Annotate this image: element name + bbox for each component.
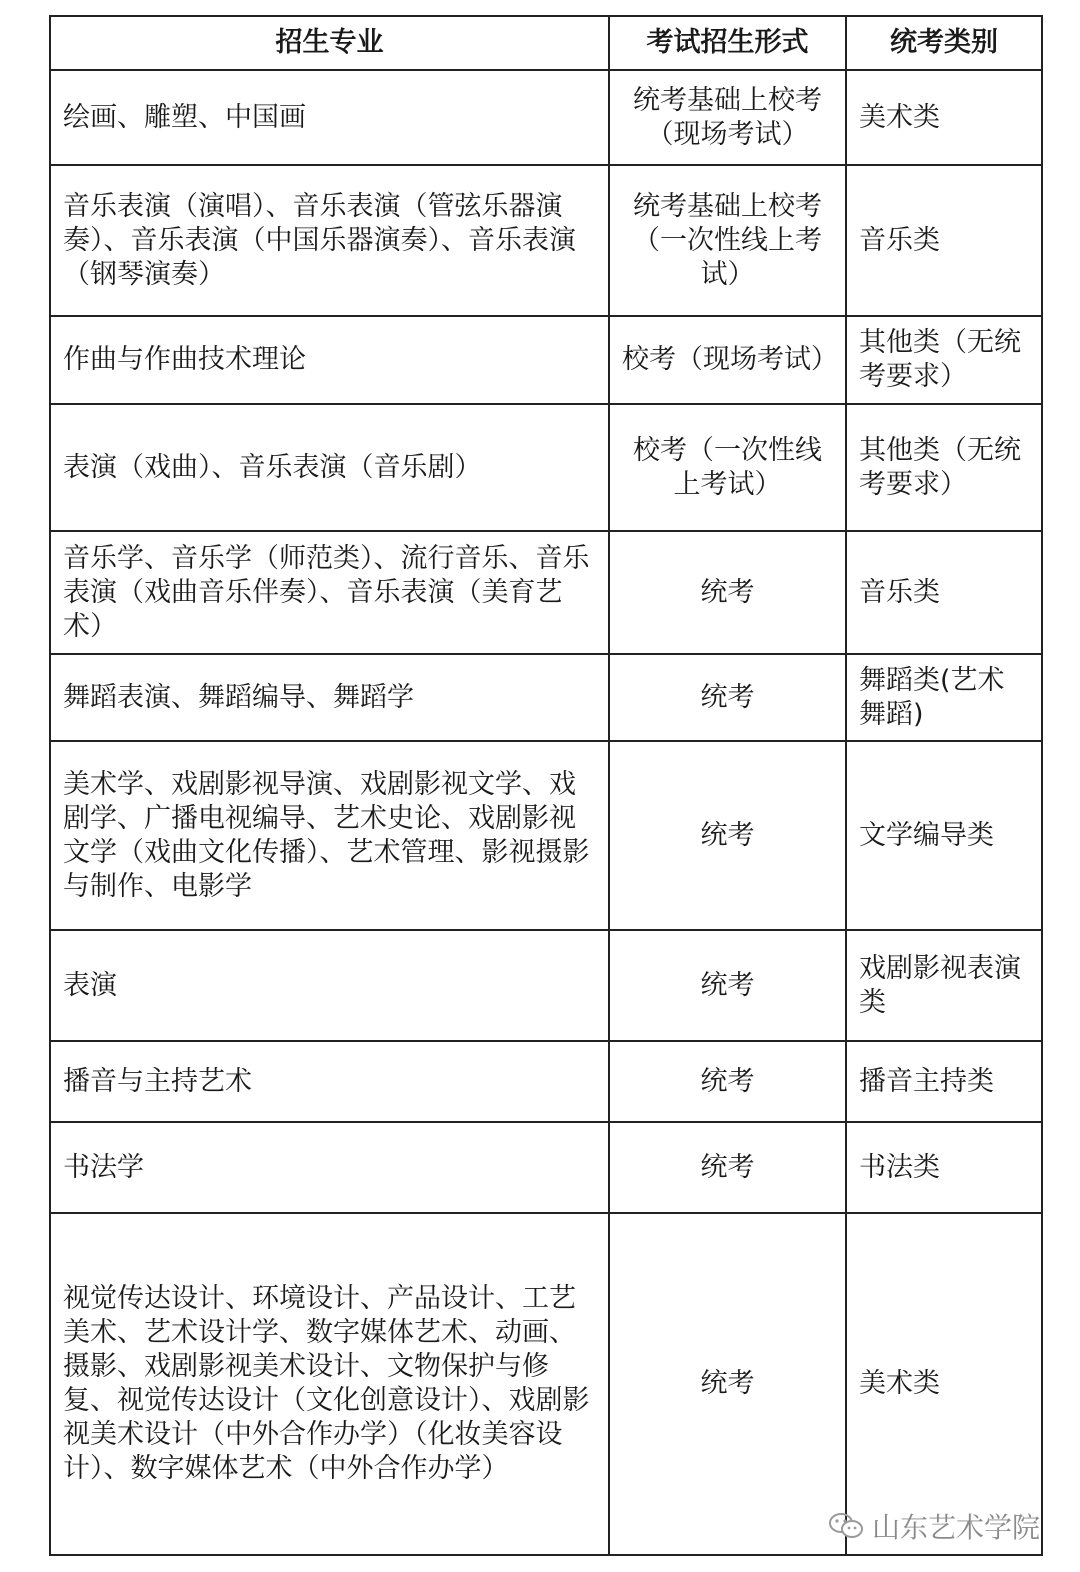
header-category: 统考类别 — [846, 16, 1042, 70]
cell-category: 书法类 — [846, 1122, 1042, 1213]
cell-exam-form: 统考基础上校考（一次性线上考试） — [609, 165, 846, 316]
table-header — [50, 16, 1042, 70]
cell-major: 播音与主持艺术 — [50, 1041, 609, 1122]
cell-category: 音乐类 — [846, 165, 1042, 316]
table-row — [50, 741, 1042, 930]
cell-exam-form: 统考 — [609, 741, 846, 930]
cell-exam-form: 校考（一次性线上考试） — [609, 404, 846, 531]
cell-category: 其他类（无统考要求） — [846, 316, 1042, 404]
cell-category: 播音主持类 — [846, 1041, 1042, 1122]
table-row — [50, 531, 1042, 654]
cell-major: 舞蹈表演、舞蹈编导、舞蹈学 — [50, 654, 609, 741]
cell-major: 绘画、雕塑、中国画 — [50, 70, 609, 165]
cell-category: 美术类 — [846, 1213, 1042, 1555]
cell-category: 美术类 — [846, 70, 1042, 165]
watermark — [828, 1506, 1040, 1546]
cell-major: 书法学 — [50, 1122, 609, 1213]
cell-category: 舞蹈类(艺术舞蹈) — [846, 654, 1042, 741]
table-row — [50, 404, 1042, 531]
cell-exam-form: 统考 — [609, 930, 846, 1041]
watermark-text: 山东艺术学院 — [871, 1511, 1040, 1544]
cell-category: 其他类（无统考要求） — [846, 404, 1042, 531]
header-major: 招生专业 — [50, 16, 609, 70]
admissions-table — [49, 15, 1043, 1556]
table-row — [50, 1213, 1042, 1555]
table-row — [50, 316, 1042, 404]
header-exam-form: 考试招生形式 — [609, 16, 846, 70]
table-row — [50, 165, 1042, 316]
table-body — [50, 70, 1042, 1555]
cell-exam-form: 统考 — [609, 1041, 846, 1122]
cell-major: 作曲与作曲技术理论 — [50, 316, 609, 404]
table-row — [50, 930, 1042, 1041]
table-row — [50, 1122, 1042, 1213]
header-row — [50, 16, 1042, 70]
table-row — [50, 654, 1042, 741]
cell-exam-form: 统考基础上校考（现场考试） — [609, 70, 846, 165]
cell-exam-form: 校考（现场考试） — [609, 316, 846, 404]
cell-major: 视觉传达设计、环境设计、产品设计、工艺美术、艺术设计学、数字媒体艺术、动画、摄影、戏剧影视美术设计、文物保护与修复、视觉传达设计（文化创意设计）、戏剧影视美术设计（中外合作办学）（化妆美容设计）、数字媒体艺术（中外合作办学） — [50, 1213, 609, 1555]
table-row — [50, 70, 1042, 165]
cell-major: 音乐学、音乐学（师范类）、流行音乐、音乐表演（戏曲音乐伴奏）、音乐表演（美育艺术） — [50, 531, 609, 654]
cell-major: 美术学、戏剧影视导演、戏剧影视文学、戏剧学、广播电视编导、艺术史论、戏剧影视文学（戏曲文化传播）、艺术管理、影视摄影与制作、电影学 — [50, 741, 609, 930]
cell-exam-form: 统考 — [609, 1213, 846, 1555]
cell-major: 表演（戏曲）、音乐表演（音乐剧） — [50, 404, 609, 531]
table-row — [50, 1041, 1042, 1122]
cell-major: 音乐表演（演唱）、音乐表演（管弦乐器演奏）、音乐表演（中国乐器演奏）、音乐表演（钢琴演奏） — [50, 165, 609, 316]
cell-exam-form: 统考 — [609, 654, 846, 741]
cell-major: 表演 — [50, 930, 609, 1041]
cell-exam-form: 统考 — [609, 531, 846, 654]
cell-category: 文学编导类 — [846, 741, 1042, 930]
cell-category: 戏剧影视表演类 — [846, 930, 1042, 1041]
cell-exam-form: 统考 — [609, 1122, 846, 1213]
wechat-icon — [828, 1511, 864, 1541]
cell-category: 音乐类 — [846, 531, 1042, 654]
